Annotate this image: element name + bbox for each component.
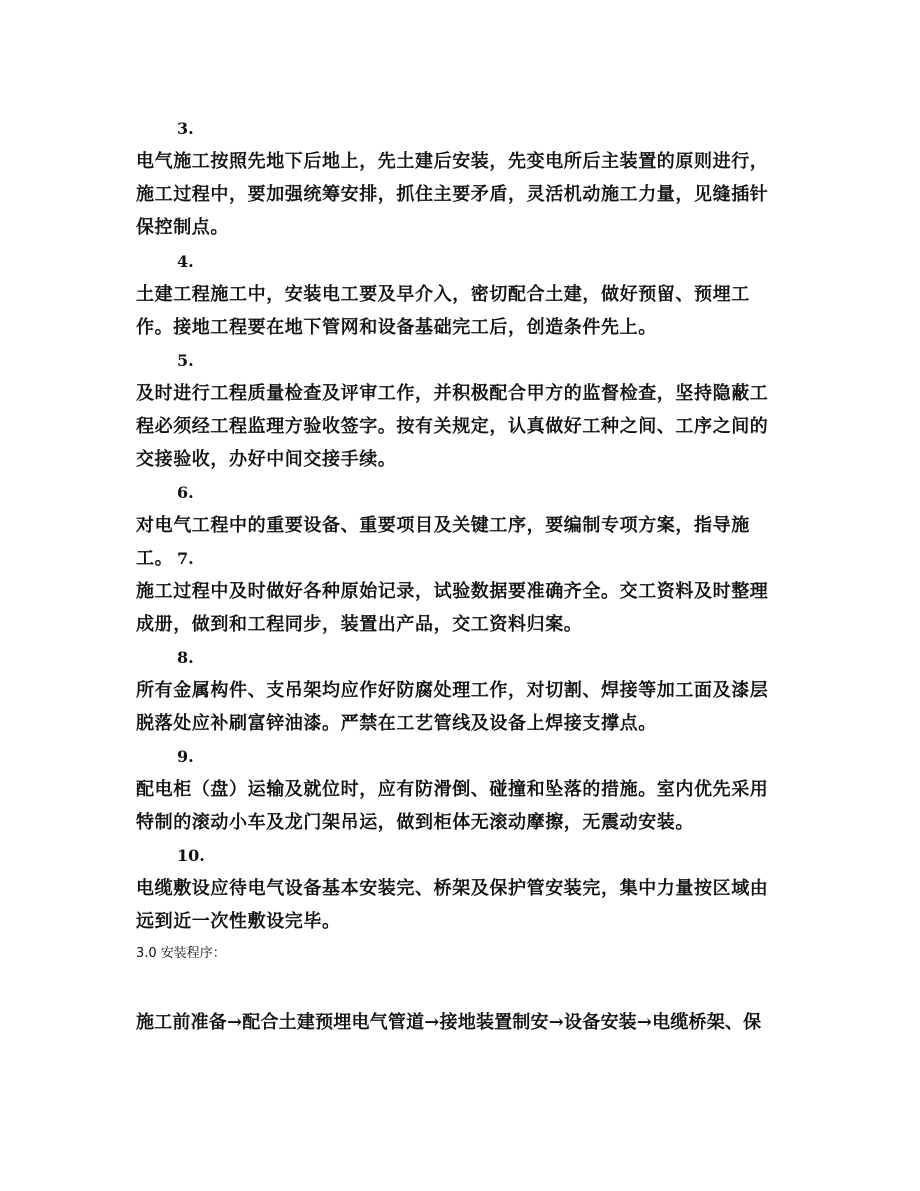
item-9-number: 9. — [177, 747, 194, 766]
item-8-number: 8. — [177, 648, 194, 667]
item-5-number: 5. — [177, 351, 194, 370]
section-heading: 3.0 安装程序： — [136, 946, 226, 961]
item-7-number: 7. — [177, 549, 194, 568]
item-8-text: 所有金属构件、支吊架均应作好防腐处理工作，对切割、焊接等加工面及漆层脱落处应补刷富锌油漆。严禁在工艺管线及设备上焊接支撑点。 — [136, 680, 769, 734]
item-6-number: 6. — [177, 483, 194, 502]
item-5-text: 及时进行工程质量检查及评审工作，并积极配合甲方的监督检查，坚持隐蔽工程必须经工程监理方验收签字。按有关规定，认真做好工种之间、工序之间的交接验收，办好中间交接手续。 — [136, 383, 769, 470]
item-6-text: 对电气工程中的重要设备、重要项目及关键工序，要编制专项方案，指导施工。 — [136, 515, 750, 569]
item-10-text: 电缆敷设应待电气设备基本安装完、桥架及保护管安装完，集中力量按区域由远到近一次性敷设完毕。 — [136, 878, 769, 932]
item-9-text: 配电柜（盘）运输及就位时，应有防滑倒、碰撞和坠落的措施。室内优先采用特制的滚动小车及龙门架吊运，做到柜体无滚动摩擦，无震动安装。 — [136, 779, 769, 833]
item-3-text: 电气施工按照先地下后地上，先土建后安装，先变电所后主装置的原则进行，施工过程中，要加强统筹安排，抓住主要矛盾，灵活机动施工力量，见缝插针保控制点。 — [136, 151, 769, 238]
installation-flow-text: 施工前准备→配合土建预埋电气管道→接地装置制安→设备安装→电缆桥架、保 — [136, 1012, 762, 1033]
item-7-text: 施工过程中及时做好各种原始记录，试验数据要准确齐全。交工资料及时整理成册，做到和工程同步，装置出产品，交工资料归案。 — [136, 581, 769, 635]
item-4-text: 土建工程施工中，安装电工要及早介入，密切配合土建，做好预留、预埋工作。接地工程要在地下管网和设备基础完工后，创造条件先上。 — [136, 284, 750, 338]
item-10-number: 10. — [177, 846, 205, 865]
item-4-number: 4. — [177, 252, 194, 271]
item-3-number: 3. — [177, 119, 194, 138]
